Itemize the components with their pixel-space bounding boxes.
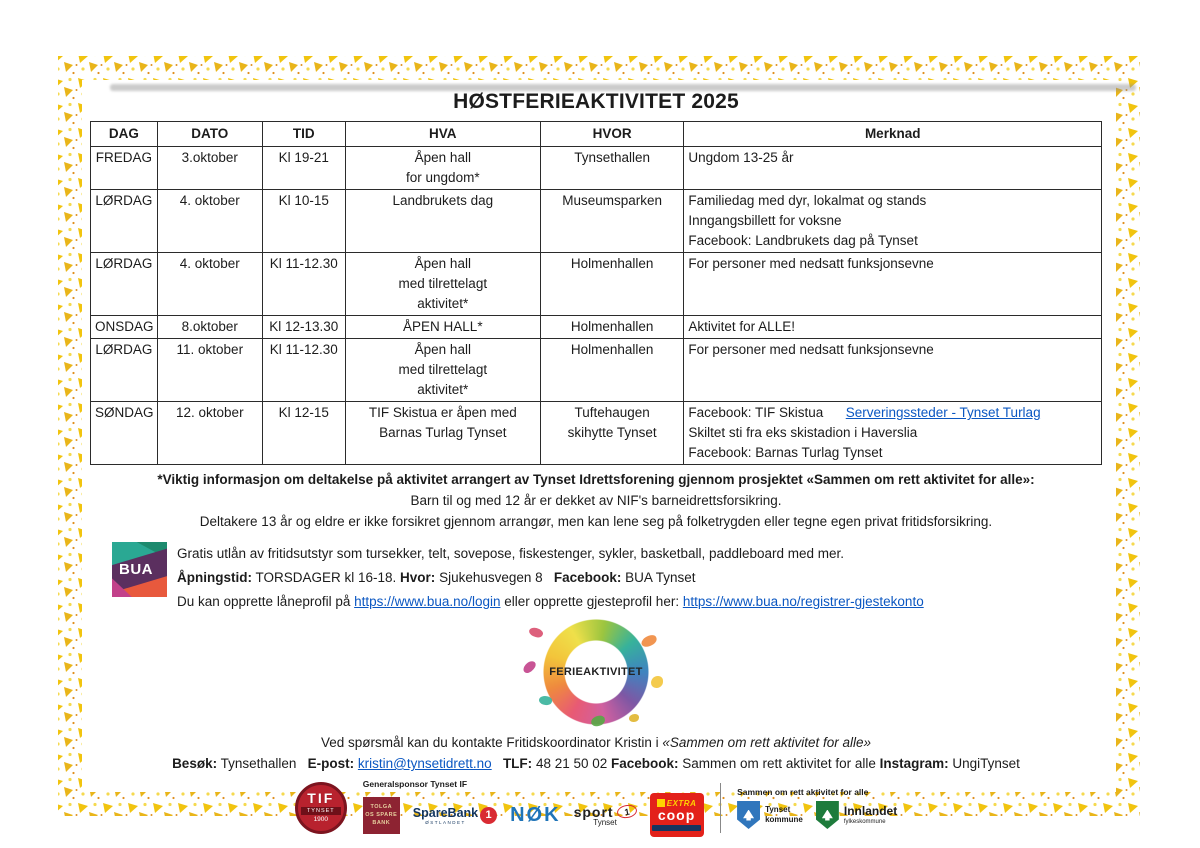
time-cell: Kl 12-15	[262, 402, 345, 465]
footnote-line-1: *Viktig informasjon om deltakelse på aktivitet arrangert av Tynset Idrettsforening gjennom prosjektet «Sammen om rett aktivitet for alle»:	[157, 472, 1035, 487]
tif-logo-year: 1900	[313, 816, 329, 823]
bua-logo-text: BUA	[119, 561, 153, 578]
date-cell: 11. oktober	[157, 339, 262, 402]
column-header: TID	[262, 122, 345, 147]
text-segment: Hvor:	[400, 570, 436, 585]
text-segment: E-post:	[307, 756, 355, 771]
date-cell: 3.oktober	[157, 147, 262, 190]
remark-cell	[684, 339, 1102, 402]
column-header: Merknad	[684, 122, 1102, 147]
where-cell: Museumsparken	[540, 190, 684, 253]
day-cell: SØNDAG	[91, 402, 158, 465]
remark-cell	[684, 190, 1102, 253]
remark-cell	[684, 402, 1102, 465]
tolga-os-bank-logo: TOLGA OS SPARE BANK	[363, 797, 400, 834]
text-segment: Ungdom 13-25 år	[688, 150, 794, 165]
table-row	[91, 147, 1102, 190]
text-segment: TLF:	[502, 756, 533, 771]
column-header: HVA	[345, 122, 540, 147]
tif-logo-text: TIF	[307, 790, 335, 806]
link[interactable]: https://www.bua.no/login	[354, 594, 501, 609]
activity-table	[90, 121, 1102, 465]
table-body	[91, 147, 1102, 465]
innlandet-fylkeskommune-logo: Innlandet fylkeskommune	[816, 801, 897, 829]
date-cell: 4. oktober	[157, 253, 262, 316]
general-sponsors-label: Generalsponsor Tynset IF	[362, 779, 468, 789]
ferieaktivitet-logo	[521, 618, 671, 730]
text-segment: Instagram:	[879, 756, 949, 771]
text-segment: Skiltet sti fra eks skistadion i Haverslia	[688, 425, 918, 440]
text-segment: Åpningstid:	[177, 570, 252, 585]
where-cell: Holmenhallen	[540, 339, 684, 402]
bua-section	[112, 542, 1102, 614]
where-cell: Tynsethallen	[540, 147, 684, 190]
text-segment: 48 21 50 02	[532, 756, 612, 771]
text-segment: Sammen om rett aktivitet for alle	[678, 756, 880, 771]
table-row	[91, 253, 1102, 316]
remark-cell	[684, 253, 1102, 316]
date-cell: 12. oktober	[157, 402, 262, 465]
text-segment: Sjukehusvegen 8	[435, 570, 554, 585]
sponsor-divider	[720, 783, 722, 833]
time-cell: Kl 10-15	[262, 190, 345, 253]
text-segment: BUA Tynset	[621, 570, 696, 585]
footnote-line-3: Deltakere 13 år og eldre er ikke forsikret gjennom arrangør, men kan lene seg på folketrygden eller tegne egen privat fritidsforsikring.	[199, 514, 993, 529]
text-segment: For personer med nedsatt funksjonsevne	[688, 256, 934, 271]
footnote-line-2: Barn til og med 12 år er dekket av NIF's barneidrettsforsikring.	[410, 493, 782, 508]
remark-cell	[684, 316, 1102, 339]
bua-line-2	[177, 566, 924, 590]
text-segment: Tynsethallen	[217, 756, 308, 771]
sponsor-bar	[90, 779, 1102, 837]
sparebank1-logo: SpareBank ØSTLANDET 1	[413, 806, 497, 825]
contact-line-1	[90, 732, 1102, 753]
text-segment: Facebook: Landbrukets dag på Tynset	[688, 233, 918, 248]
column-header: HVOR	[540, 122, 684, 147]
text-segment: Facebook: TIF Skistua	[688, 405, 846, 420]
page-title: HØSTFERIEAKTIVITET 2025	[453, 90, 739, 113]
project-sponsors-group	[737, 787, 897, 829]
day-cell: LØRDAG	[91, 253, 158, 316]
day-cell: LØRDAG	[91, 190, 158, 253]
time-cell: Kl 12-13.30	[262, 316, 345, 339]
table-row	[91, 316, 1102, 339]
tynset-kommune-shield-icon	[737, 801, 760, 829]
bua-line-3	[177, 590, 924, 614]
text-segment: eller opprette gjesteprofil her:	[500, 594, 683, 609]
column-header: DATO	[157, 122, 262, 147]
text-segment: Besøk:	[172, 756, 218, 771]
what-cell: TIF Skistua er åpen med Barnas Turlag Tynset	[345, 402, 540, 465]
remark-cell	[684, 147, 1102, 190]
footnote-block	[90, 469, 1102, 532]
day-cell: LØRDAG	[91, 339, 158, 402]
date-cell: 4. oktober	[157, 190, 262, 253]
time-cell: Kl 11-12.30	[262, 339, 345, 402]
text-segment: Facebook:	[553, 570, 622, 585]
coop-extra-logo: EXTRA coop	[650, 793, 704, 837]
text-segment: TORSDAGER kl 16-18.	[251, 570, 401, 585]
tif-logo	[295, 782, 347, 834]
what-cell: ÅPEN HALL*	[345, 316, 540, 339]
column-header: DAG	[91, 122, 158, 147]
what-cell: Åpen hall for ungdom*	[345, 147, 540, 190]
where-cell: Holmenhallen	[540, 253, 684, 316]
tynset-kommune-logo: Tynset kommune	[737, 801, 803, 829]
text-segment: Inngangsbillett for voksne	[688, 213, 842, 228]
what-cell: Landbrukets dag	[345, 190, 540, 253]
where-cell: Holmenhallen	[540, 316, 684, 339]
text-segment: Familiedag med dyr, lokalmat og stands	[688, 193, 927, 208]
text-segment: Facebook:	[611, 756, 679, 771]
day-cell: ONSDAG	[91, 316, 158, 339]
general-sponsors-group	[363, 779, 704, 837]
contact-line-2	[90, 753, 1102, 774]
contact-block	[90, 732, 1102, 774]
text-segment: Du kan opprette låneprofil på	[177, 594, 355, 609]
link[interactable]: kristin@tynsetidrett.no	[357, 756, 492, 771]
table-row	[91, 190, 1102, 253]
text-segment: «Sammen om rett aktivitet for alle»	[662, 735, 871, 750]
what-cell: Åpen hall med tilrettelagt aktivitet*	[345, 339, 540, 402]
ferieaktivitet-label: FERIEAKTIVITET	[549, 666, 643, 678]
sport1-tynset-logo: sport 1 Tynset	[574, 804, 637, 827]
link[interactable]: https://www.bua.no/registrer-gjestekonto	[682, 594, 924, 609]
text-segment	[492, 756, 503, 771]
time-cell: Kl 19-21	[262, 147, 345, 190]
what-cell: Åpen hall med tilrettelagt aktivitet*	[345, 253, 540, 316]
text-segment: For personer med nedsatt funksjonsevne	[688, 342, 934, 357]
date-cell: 8.oktober	[157, 316, 262, 339]
link[interactable]: Serveringssteder - Tynset Turlag	[845, 405, 1041, 420]
nok-logo: NØK	[510, 803, 561, 826]
tif-logo-banner: TYNSET	[301, 807, 341, 815]
day-cell: FREDAG	[91, 147, 158, 190]
text-segment: Facebook: Barnas Turlag Tynset	[688, 445, 883, 460]
table-header-row	[91, 122, 1102, 147]
table-row	[91, 402, 1102, 465]
text-segment: Aktivitet for ALLE!	[688, 319, 795, 334]
bua-line-1: Gratis utlån av fritidsutstyr som tursekker, telt, sovepose, fiskestenger, sykler, basketball, paddleboard med mer.	[177, 546, 845, 561]
table-row	[91, 339, 1102, 402]
time-cell: Kl 11-12.30	[262, 253, 345, 316]
where-cell: Tuftehaugen skihytte Tynset	[540, 402, 684, 465]
text-segment: UngiTynset	[948, 756, 1020, 771]
project-sponsors-label: Sammen om rett aktivitet for alle	[737, 787, 869, 797]
text-segment: Ved spørsmål kan du kontakte Fritidskoordinator Kristin i	[321, 735, 663, 750]
innlandet-shield-icon	[816, 801, 839, 829]
bua-logo	[112, 542, 167, 597]
